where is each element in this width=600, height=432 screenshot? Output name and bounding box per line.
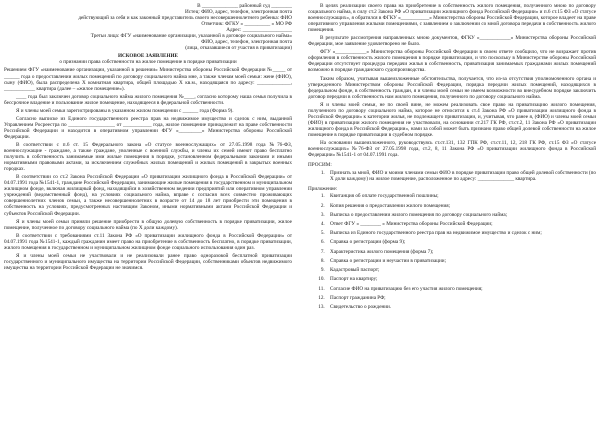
plaintiff-line: Истец: ФИО, адрес, телефон, электронная почта bbox=[184, 9, 292, 16]
list-item: 4. Ответ ФГУ « ________ » Министерства обороны Российской Федерации; bbox=[326, 221, 596, 227]
court-line: В ______________ районный суд ________ bbox=[197, 3, 292, 9]
paragraph: Я и члены моей семьи приняли решение приобрести в общую долевую собственность в порядке приватизации, жилое помещение, полученное по договору социального найма (по Х доли каждому). bbox=[4, 218, 292, 231]
paragraph: ____ года был заключен договор социального найма жилого помещения №____, согласно которому наша семья получила в бессрочное владение и пользование жилое помещение, находящееся в федеральной собственности. bbox=[4, 93, 292, 106]
left-column bbox=[4, 3, 292, 271]
paragraph: На основании вышеизложенного, руководствуясь ст.ст.131, 132 ГПК РФ, ст.ст.11, 12, 218 ГК РФ, ст.15 ФЗ «О статусе военнослужащих» №76-ФЗ от 27.05.1998 года, ст.2, 8, 11 Закона РФ «О приватизации жилищного фонда в Российской Федерации» №1541-1 от 04.07.1991 года. bbox=[308, 139, 596, 159]
defendant-line: Ответчик: ФГКУ « __________ » МО РФ bbox=[201, 21, 292, 28]
right-column bbox=[308, 3, 596, 313]
request-list bbox=[308, 170, 596, 182]
list-item: 13. Свидетельство о рождении. bbox=[326, 304, 596, 310]
list-item: 6. Справка о регистрации (форма 9); bbox=[326, 239, 596, 245]
list-item: 7. Характеристика жилого помещения (форма 7); bbox=[326, 249, 596, 255]
request-item: 1. Признать за мной, ФИО и моими членами семьи ФИО в порядке приватизации право общей долевой собственности (по Х доли каждому) на жилое помещение, расположенное по адресу: ______________ квартира. bbox=[326, 170, 596, 182]
paragraph: Таким образом, учитывая вышеизложенные обстоятельства, получается, что из-за отсутствия уполномоченного органа и утвержденного Министерством обороны Российской Федерации, порядка передачи жилых помещений, находящихся в федеральном фонде, в собственность граждан, я и члены моей семьи не имеем возможности во внесудебном порядке заключить договор передачи в собственность нам жилого помещения, полученного по договору социального найма. bbox=[308, 75, 596, 100]
request-heading: ПРОСИМ: bbox=[308, 162, 332, 169]
defendant-address-line: Адрес: ___________________ bbox=[226, 27, 292, 34]
document-subtitle: о признании права собственности на жилое помещение в порядке приватизации bbox=[59, 59, 237, 66]
representative-line: действующий за себя и как законный представитель своего несовершеннолетнего ребенка: ФИО bbox=[78, 15, 292, 22]
paragraph: В соответствии с п.6 ст. 15 Федерального закона «О статусе военнослужащих» от 27.05.1998 года №76-ФЗ, военнослужащие - граждане, а также граждане, уволенные с военной службы, и члены их семей имеют право бесплатно получить в собственность занимаемые ими жилые помещения в порядке, установленном федеральными законами и иными нормативными правовыми актами, за исключением служебных жилых помещений и жилых помещений в закрытых военных городках. bbox=[4, 141, 292, 173]
third-parties-line: Третьи лица: ФГУ «наименование организации, указанной в договоре социального найма» bbox=[90, 33, 292, 40]
list-item: 3. Выписка о предоставлении жилого помещения по договору социального найма; bbox=[326, 212, 596, 218]
paragraph: Я и члены моей семьи зарегистрированы в указанном жилом помещении с ______ года (Форма 9). bbox=[16, 107, 234, 114]
document-title: ИСКОВОЕ ЗАЯВЛЕНИЕ bbox=[117, 53, 179, 60]
list-item: 11. Согласие ФИО на приватизацию без его участия жилого помещения; bbox=[326, 286, 596, 292]
attachments-heading: Приложение: bbox=[308, 186, 338, 193]
list-item: 2. Копия решения о предоставлении жилого помещения; bbox=[326, 203, 596, 209]
paragraph: В соответствии со ст.2 Закона Российской Федерации «О приватизации жилищного фонда в Российской Федерации» от 04.07.1991 года №1541-1, граждане Российской Федерации, занимающие жилые помещения в государственном и муниципальном жилищном фонде, включая жилищный фонд, находящийся в хозяйственном ведении предприятий или оперативном управлении учреждений (ведомственный фонд), на условиях социального найма, вправе с согласия всех совместно проживающих совершеннолетних членов семьи, а также несовершеннолетних в возрасте от 14 до 18 лет приобрести эти помещения в собственность на условиях, предусмотренных настоящим Законом, иными нормативными актами Российской Федерации и субъектов Российской Федерации. bbox=[4, 174, 292, 217]
paragraph: ФГУ «____________» Министерства обороны Российской Федерации в своем ответе сообщило, что не возражает против оформления в собственность жилого помещения в порядке приватизации, и что поскольку в Министерстве обороны Российской Федерации отсутствует процедура передачи жилья в собственность, приватизация занимаемых гражданами жилых помещений возможно в порядке гражданского судопроизводства. bbox=[308, 49, 596, 74]
list-item: 8. Справка о регистрации и неучастии в приватизации; bbox=[326, 258, 596, 264]
paragraph: В соответствии с требованиями ст.11 Закона РФ «О приватизации жилищного фонда в Российской Федерации» от 04.07.1991 года №1541-1, каждый гражданин имеет право на приобретение в собственность бесплатно, в порядке приватизации, жилого помещения в государственном и муниципальном жилищном фонде социального использования один раз. bbox=[4, 232, 292, 251]
paragraph: В результате рассмотрения направленных мною документов, ФГКУ «____________» Министерства обороны Российской Федерации, мое заявление удовлетворено не было. bbox=[308, 35, 596, 48]
list-item: 1. Квитанция об оплате государственной пошлины; bbox=[326, 193, 596, 199]
paragraph: Решением ФГУ «наименование организации, указанной в решении» Министерства обороны Российской Федерации №_____ от ______ года о предоставлении жилых помещений по договору социального найма мне, а также членам моей семьи: жене (ФИО), сыну (ФИО), была распределена Х комнатная квартира, общей площадью Х кв.м., находящаяся по адресу: _____________, ____________ квартира (далее – «жилое помещение»). bbox=[4, 67, 292, 92]
list-item: 9. Кадастровый паспорт; bbox=[326, 267, 596, 273]
third-party-note-line: (лица, отказавшиеся от участия в приватизации) bbox=[185, 45, 292, 52]
third-party-contact-line: ФИО, адрес, телефон, электронная почта bbox=[201, 39, 292, 46]
list-item: 10. Паспорт на квартиру; bbox=[326, 276, 596, 282]
paragraph: Я и члены моей семьи не участвовали и не реализовали ранее право одноразовой бесплатной приватизации государственного и муниципального имущества на территории Российской Федерации, собственниками объектов недвижимого имущества на территории Российской Федерации не значимся. bbox=[4, 252, 292, 271]
list-item: 12. Паспорт гражданина РФ; bbox=[326, 295, 596, 301]
paragraph: В целях реализации своего права на приобретение в собственность жилого помещения, полученного мною по договору социального найма, в силу ст.2 Закона РФ «О приватизации жилищного фонда Российской Федерации» и п.6 ст.15 ФЗ «О статусе военнослужащих», я обратился в ФГКУ «___________» Министерства обороны Российской Федерации, которое владеет на праве оперативного управления жилыми помещениями, с заявлением о заключении со мной договора передачи в собственность жилого помещения. bbox=[308, 3, 596, 34]
list-item: 5. Выписка из Единого государственного реестра прав на недвижимое имущество и сделок с ним; bbox=[326, 230, 596, 236]
attachments-list bbox=[308, 193, 596, 310]
paragraph: Я и члены моей семьи, не по своей вине, не можем реализовать свое право на приватизацию жилого помещения, полученного по договору социального найма, которое не относится к ст.4 Закона РФ «О приватизации жилищного фонда в Российской Федерации» к категории жилья, не подлежащего приватизации, и, учитывая, что ранее я, (ФИО) и члены моей семьи (ФИО) в приватизации жилого помещения не участвовали, на основании ст.217 ГК РФ, ст.ст.2, 11 Закона РФ «О приватизации жилищного фонда в Российской Федерации», нами за собой может быть признано право общей долевой собственности на жилое помещение в порядке приватизации в судебном порядке. bbox=[308, 101, 596, 138]
paragraph: Согласно выписке из Единого государственного реестра прав на недвижимое имущество и сделок с ним, выданной Управлением Росреестра по __________________ от ___________ года, жилое помещение принадлежит на праве собственности Российской Федерации и находится в оперативном управлении ФГУ «_________» Министерства обороны Российской Федерации. bbox=[4, 115, 292, 140]
